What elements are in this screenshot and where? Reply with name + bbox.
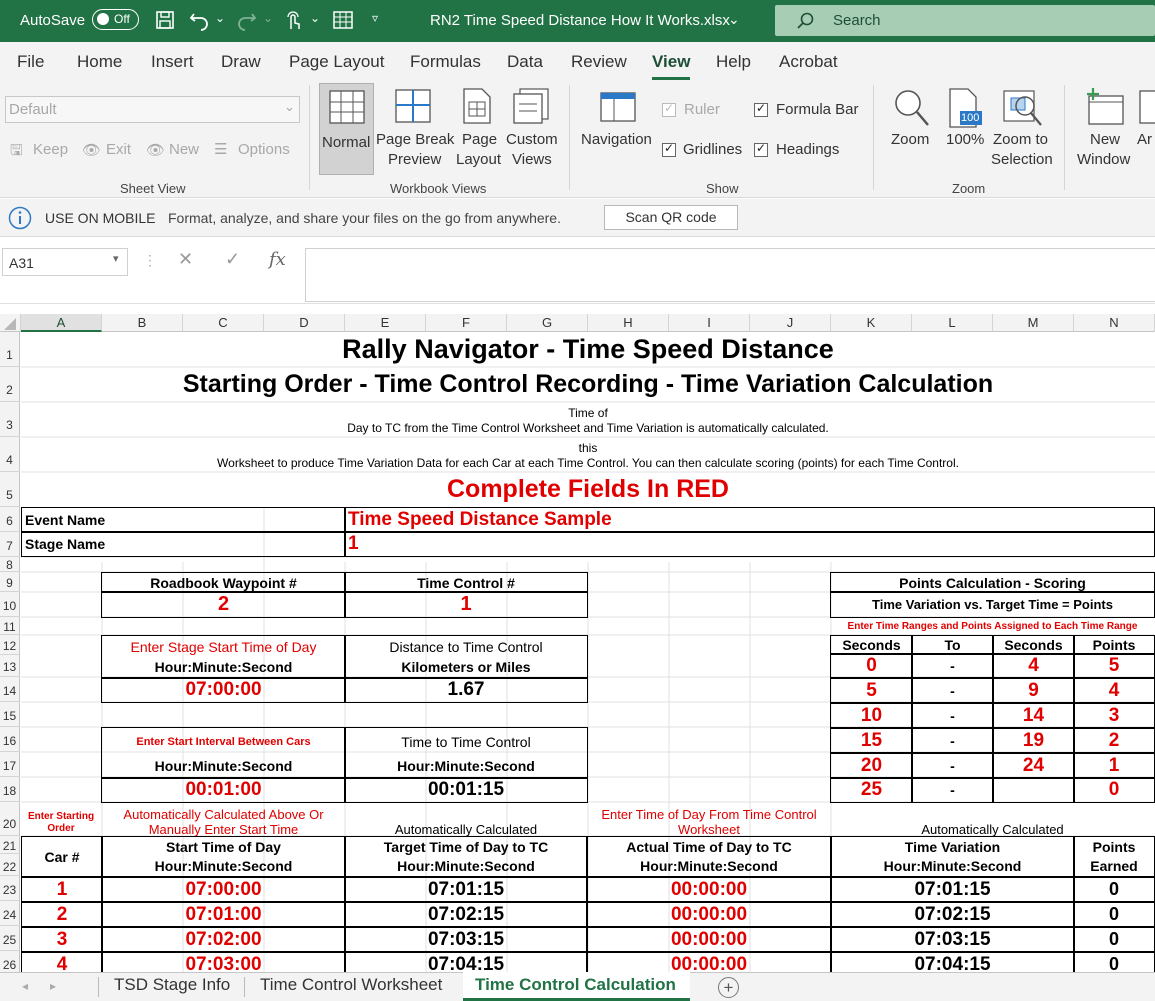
select-all-corner[interactable] — [0, 314, 21, 332]
touch-dropdown-icon[interactable]: ⌄ — [310, 11, 321, 25]
row-header[interactable]: 14 — [0, 677, 20, 702]
file-name[interactable]: RN2 Time Speed Distance How It Works.xlsx — [430, 12, 730, 29]
tab-help[interactable]: Help — [716, 52, 751, 71]
car-target-time[interactable]: 07:02:15 — [344, 901, 588, 928]
row-header[interactable]: 3 — [0, 402, 20, 437]
enter-tod-note-2: Worksheet — [678, 822, 740, 837]
tab-divider — [98, 977, 99, 997]
car-points[interactable]: 0 — [1073, 876, 1155, 903]
points-value[interactable]: 0 — [1073, 777, 1155, 803]
options-button[interactable]: Options — [238, 141, 290, 158]
time-to-tc-label: Time to Time Control — [344, 727, 588, 755]
points-range-from[interactable]: 25 — [830, 777, 913, 803]
page-layout-button[interactable]: Page — [462, 131, 498, 148]
new-window-icon — [1085, 88, 1125, 126]
tab-review[interactable]: Review — [571, 52, 627, 71]
column-header-m[interactable]: M — [993, 314, 1074, 332]
name-box-value: A31 — [9, 255, 34, 271]
normal-view-button[interactable] — [319, 83, 374, 175]
gridlines-checkbox[interactable] — [662, 143, 676, 157]
car-start-time[interactable]: 07:03:00 — [101, 951, 346, 972]
tab-view[interactable]: View — [652, 52, 691, 71]
custom-views-button[interactable]: Custom — [506, 131, 558, 148]
car-variation[interactable]: 07:01:15 — [830, 876, 1075, 903]
points-range-from[interactable]: 5 — [830, 677, 913, 704]
page-break-preview-label-2: Preview — [388, 151, 442, 168]
zoom-button[interactable]: Zoom — [891, 131, 930, 148]
event-name-value[interactable]: Time Speed Distance Sample — [344, 507, 1155, 533]
row-header[interactable]: 6 — [0, 507, 20, 532]
points-range-upto[interactable]: 24 — [992, 752, 1075, 779]
start-interval-format: Hour:Minute:Second — [101, 753, 346, 779]
actual-tod-format: Hour:Minute:Second — [586, 854, 832, 878]
time-to-tc-format: Hour:Minute:Second — [344, 753, 588, 779]
formula-input[interactable] — [305, 248, 1155, 302]
formula-bar-checkbox[interactable] — [754, 103, 768, 117]
group-label-show: Show — [706, 181, 739, 196]
car-start-time[interactable]: 07:00:00 — [101, 876, 346, 903]
row-header[interactable]: 21 — [0, 836, 20, 854]
start-time-value[interactable]: 07:00:00 — [101, 677, 346, 703]
zoom-to-selection-label-2: Selection — [991, 151, 1053, 168]
enter-order-note-1: Enter Starting — [27, 810, 95, 822]
tab-acrobat[interactable]: Acrobat — [779, 52, 838, 71]
toggle-knob — [97, 13, 109, 25]
exit-button[interactable]: Exit — [106, 141, 132, 158]
points-range-to: - — [911, 702, 994, 729]
points-value[interactable]: 4 — [1073, 677, 1155, 704]
worksheet-grid — [0, 314, 1155, 972]
arrange-all-button[interactable]: Ar — [1137, 131, 1152, 148]
points-range-from[interactable]: 15 — [830, 727, 913, 754]
variation-header: Time Variation — [830, 836, 1075, 856]
start-tod-format: Hour:Minute:Second — [101, 854, 346, 878]
mobile-title: USE ON MOBILE — [45, 210, 156, 226]
row-header[interactable]: 26 — [0, 951, 20, 972]
tab-insert[interactable]: Insert — [151, 52, 194, 71]
column-header-n[interactable]: N — [1074, 314, 1155, 332]
sheet-tab-time-control-worksheet[interactable]: Time Control Worksheet — [260, 975, 443, 994]
points-range-upto[interactable] — [992, 777, 1075, 803]
keep-button[interactable]: Keep — [33, 141, 69, 158]
column-header-d[interactable]: D — [264, 314, 345, 332]
column-header-c[interactable]: C — [183, 314, 264, 332]
car-number[interactable]: 4 — [21, 951, 103, 972]
column-header-l[interactable]: L — [912, 314, 993, 332]
chevron-down-icon[interactable]: ▾ — [113, 253, 119, 265]
row-header[interactable]: 18 — [0, 777, 20, 802]
tab-home[interactable]: Home — [77, 52, 123, 71]
distance-label: Distance to Time Control — [344, 635, 588, 657]
sheet-tab-time-control-calculation[interactable] — [463, 972, 690, 1001]
car-variation[interactable]: 07:02:15 — [830, 901, 1075, 928]
ribbon-tabs — [0, 42, 1155, 80]
column-header-h[interactable]: H — [588, 314, 669, 332]
scroll-right-icon[interactable]: ▸ — [50, 979, 57, 993]
car-target-time[interactable]: 07:03:15 — [344, 926, 588, 953]
chevron-down-icon: ⌄ — [284, 99, 295, 114]
touch-mode-icon[interactable] — [283, 9, 303, 31]
start-tod-header: Start Time of Day — [101, 836, 346, 856]
points-header-seconds: Seconds — [830, 635, 913, 655]
cancel-icon[interactable]: ✕ — [178, 249, 194, 269]
car-target-time[interactable]: 07:01:15 — [344, 876, 588, 903]
new-view-button[interactable]: New — [169, 141, 200, 158]
ruler-checkbox[interactable] — [662, 103, 676, 117]
undo-dropdown-icon[interactable]: ⌄ — [215, 11, 226, 25]
keep-icon: 🖫 — [10, 142, 23, 159]
start-interval-value[interactable]: 00:01:00 — [101, 777, 346, 803]
car-start-time[interactable]: 07:01:00 — [101, 901, 346, 928]
row-header[interactable]: 13 — [0, 655, 20, 677]
new-view-icon: 👁 — [146, 142, 166, 159]
ruler-label: Ruler — [684, 101, 720, 118]
form-icon[interactable] — [332, 10, 354, 30]
car-actual-time[interactable]: 00:00:00 — [586, 926, 832, 953]
points-range-from[interactable]: 20 — [830, 752, 913, 779]
row-header[interactable]: 8 — [0, 557, 20, 572]
time-to-tc-value[interactable]: 00:01:15 — [344, 777, 588, 803]
save-icon[interactable] — [155, 10, 175, 30]
enter-icon[interactable]: ✓ — [225, 249, 241, 269]
column-header-f[interactable]: F — [426, 314, 507, 332]
custom-views-icon — [513, 88, 549, 124]
column-header-k[interactable]: K — [831, 314, 912, 332]
zoom-100-icon-text: 100 — [961, 112, 980, 124]
ribbon — [0, 80, 1155, 198]
distance-value[interactable]: 1.67 — [344, 677, 588, 703]
row-header[interactable]: 25 — [0, 926, 20, 951]
row-header[interactable]: 20 — [0, 802, 20, 836]
time-control-label: Time Control # — [344, 572, 588, 593]
points-value[interactable]: 3 — [1073, 702, 1155, 729]
car-points[interactable]: 0 — [1073, 901, 1155, 928]
column-header-j[interactable]: J — [750, 314, 831, 332]
instructions-line-4b: Worksheet to produce Time Variation Data for each Car at each Time Control. You can then calculate scoring (points) for each Time Control. — [217, 456, 959, 470]
redo-dropdown-icon[interactable]: ⌄ — [263, 11, 274, 25]
column-header-a[interactable]: A — [21, 314, 102, 332]
tab-draw[interactable]: Draw — [221, 52, 261, 71]
sheet-tabs-bar — [0, 972, 1155, 1001]
ribbon-separator — [873, 85, 874, 190]
page-layout-label-2: Layout — [456, 151, 502, 168]
actual-tod-header: Actual Time of Day to TC — [586, 836, 832, 856]
page-break-preview-button[interactable]: Page Break — [376, 131, 455, 148]
car-number[interactable]: 1 — [21, 876, 103, 903]
redo-icon[interactable] — [236, 9, 258, 31]
instructions-line-3a: Time of — [568, 406, 608, 420]
page-layout-icon — [462, 88, 492, 124]
row-header[interactable]: 24 — [0, 901, 20, 926]
variation-format: Hour:Minute:Second — [830, 854, 1075, 878]
row-header[interactable]: 11 — [0, 617, 20, 635]
zoom-100-button[interactable]: 100% — [946, 131, 985, 148]
group-label-sheet-view: Sheet View — [120, 181, 186, 196]
new-window-label-2: Window — [1077, 151, 1131, 168]
autosave-toggle[interactable] — [92, 9, 139, 30]
undo-icon[interactable] — [188, 9, 210, 31]
points-range-to: - — [911, 653, 994, 679]
row-header[interactable]: 16 — [0, 727, 20, 752]
points-earned-header-2: Earned — [1073, 854, 1155, 878]
tab-formulas[interactable]: Formulas — [410, 52, 481, 71]
points-header-points: Points — [1073, 635, 1155, 655]
sheet-view-dropdown[interactable] — [5, 96, 300, 123]
search-placeholder: Search — [833, 12, 881, 29]
sheet-tab-stage-info[interactable]: TSD Stage Info — [114, 975, 231, 994]
ribbon-separator — [309, 85, 310, 190]
title-bar — [0, 0, 1155, 42]
points-range-upto[interactable]: 19 — [992, 727, 1075, 754]
auto-calc-note-1: Automatically Calculated Above Or — [123, 807, 324, 822]
more-options-icon: ⋮ — [143, 252, 157, 268]
stage-name-value[interactable]: 1 — [344, 531, 1155, 557]
complete-fields-note: Complete Fields In RED — [447, 475, 729, 503]
formula-bar-label: Formula Bar — [776, 101, 859, 118]
car-actual-time[interactable]: 00:00:00 — [586, 951, 832, 972]
column-header-i[interactable]: I — [669, 314, 750, 332]
column-header-e[interactable]: E — [345, 314, 426, 332]
zoom-icon — [892, 88, 930, 128]
row-header[interactable]: 17 — [0, 752, 20, 777]
insert-function-icon[interactable]: fx — [269, 249, 286, 270]
row-header[interactable]: 9 — [0, 572, 20, 592]
points-value[interactable]: 2 — [1073, 727, 1155, 754]
row-header[interactable]: 4 — [0, 437, 20, 472]
arrange-all-icon — [1139, 90, 1155, 126]
search-box[interactable] — [775, 5, 1155, 36]
normal-label: Normal — [322, 134, 371, 151]
custom-views-label-2: Views — [512, 151, 552, 168]
row-header[interactable]: 7 — [0, 532, 20, 557]
points-value[interactable]: 5 — [1073, 653, 1155, 679]
group-label-zoom: Zoom — [952, 181, 986, 196]
row-header[interactable]: 2 — [0, 367, 20, 402]
points-title: Points Calculation - Scoring — [830, 572, 1155, 593]
roadbook-waypoint-label: Roadbook Waypoint # — [101, 572, 346, 593]
car-target-time[interactable]: 07:04:15 — [344, 951, 588, 972]
autosave-label: AutoSave — [20, 12, 86, 29]
auto-calc-note-2: Manually Enter Start Time — [148, 822, 299, 837]
row-header[interactable]: 5 — [0, 472, 20, 507]
mobile-text: Format, analyze, and share your files on the go from anywhere. — [168, 210, 561, 226]
sheet-title: Rally Navigator - Time Speed Distance — [342, 334, 834, 364]
sheet-view-value: Default — [9, 101, 57, 118]
row-header[interactable]: 22 — [0, 854, 20, 876]
car-actual-time[interactable]: 00:00:00 — [586, 901, 832, 928]
points-range-from[interactable]: 10 — [830, 702, 913, 729]
points-range-upto[interactable]: 9 — [992, 677, 1075, 704]
points-range-upto[interactable]: 4 — [992, 653, 1075, 679]
add-sheet-icon[interactable]: + — [718, 977, 739, 998]
points-range-to: - — [911, 677, 994, 704]
column-header-g[interactable]: G — [507, 314, 588, 332]
group-label-workbook-views: Workbook Views — [390, 181, 487, 196]
event-name-label: Event Name — [21, 507, 346, 533]
tab-file[interactable]: File — [17, 52, 45, 71]
car-actual-time[interactable]: 00:00:00 — [586, 876, 832, 903]
info-icon — [8, 206, 32, 230]
car-variation[interactable]: 07:03:15 — [830, 926, 1075, 953]
row-header[interactable]: 12 — [0, 635, 20, 655]
auto-calc-variation-note: Automatically Calculated — [921, 822, 1064, 837]
navigation-button[interactable]: Navigation — [581, 131, 652, 148]
row-header[interactable]: 10 — [0, 592, 20, 617]
enter-order-note-2: Order — [47, 822, 75, 834]
gridlines-label: Gridlines — [683, 141, 743, 158]
autosave-state: Off — [114, 12, 130, 26]
sheet-subtitle: Starting Order - Time Control Recording - Time Variation Calculation — [182, 370, 994, 398]
scan-qr-button[interactable]: Scan QR code — [604, 205, 738, 230]
tab-data[interactable]: Data — [507, 52, 543, 71]
row-header[interactable]: 15 — [0, 702, 20, 727]
normal-view-icon — [329, 90, 365, 124]
ribbon-separator — [569, 85, 570, 190]
filename-chevron-icon[interactable]: ⌄ — [728, 11, 740, 27]
ribbon-separator — [1064, 85, 1065, 190]
points-header-seconds-2: Seconds — [992, 635, 1075, 655]
roadbook-waypoint-value[interactable]: 2 — [101, 591, 346, 618]
target-tod-format: Hour:Minute:Second — [344, 854, 588, 878]
message-bar — [0, 199, 1155, 237]
search-icon — [797, 12, 815, 30]
stage-name-label: Stage Name — [21, 531, 346, 557]
car-points[interactable]: 0 — [1073, 926, 1155, 953]
car-number[interactable]: 2 — [21, 901, 103, 928]
enter-tod-note-1: Enter Time of Day From Time Control — [601, 807, 817, 822]
start-time-label: Enter Stage Start Time of Day — [101, 635, 346, 657]
car-points[interactable]: 0 — [1073, 951, 1155, 972]
column-header-b[interactable]: B — [102, 314, 183, 332]
scroll-left-icon[interactable]: ◂ — [22, 979, 29, 993]
start-time-format: Hour:Minute:Second — [101, 655, 346, 679]
car-start-time[interactable]: 07:02:00 — [101, 926, 346, 953]
corner-triangle-icon — [2, 316, 18, 330]
points-range-from[interactable]: 0 — [830, 653, 913, 679]
points-range-to: - — [911, 777, 994, 803]
page-break-preview-icon — [395, 89, 431, 123]
headings-checkbox[interactable] — [754, 143, 768, 157]
navigation-icon — [600, 92, 636, 122]
instructions-line-4a: this — [578, 441, 598, 455]
customize-qat-icon[interactable]: ▿ — [372, 11, 379, 25]
points-range-to: - — [911, 727, 994, 754]
points-header-to: To — [911, 635, 994, 655]
active-tab-label: Time Control Calculation — [475, 975, 676, 994]
formula-bar — [0, 238, 1155, 304]
instructions-line-3b: Day to TC from the Time Control Worksheet and Time Variation is automatically calculated. — [347, 421, 829, 435]
points-value[interactable]: 1 — [1073, 752, 1155, 779]
new-window-button[interactable]: New — [1090, 131, 1121, 148]
time-control-value[interactable]: 1 — [344, 591, 588, 618]
distance-units: Kilometers or Miles — [344, 655, 588, 679]
exit-icon: 👁 — [82, 142, 102, 159]
name-box[interactable] — [2, 248, 128, 276]
auto-calc-target-note: Automatically Calculated — [394, 822, 538, 837]
points-earned-header: Points — [1073, 836, 1155, 856]
tab-divider — [244, 977, 245, 997]
row-header[interactable]: 1 — [0, 332, 20, 367]
options-icon: ☰ — [214, 141, 228, 158]
points-subtitle: Time Variation vs. Target Time = Points — [830, 591, 1155, 618]
target-tod-header: Target Time of Day to TC — [344, 836, 588, 856]
points-range-upto[interactable]: 14 — [992, 702, 1075, 729]
tab-page-layout[interactable]: Page Layout — [289, 52, 385, 71]
car-variation[interactable]: 07:04:15 — [830, 951, 1075, 972]
zoom-to-selection-icon — [1003, 88, 1043, 128]
car-number[interactable]: 3 — [21, 926, 103, 953]
row-header[interactable]: 23 — [0, 876, 20, 901]
points-range-to: - — [911, 752, 994, 779]
start-interval-label: Enter Start Interval Between Cars — [101, 727, 346, 755]
car-header: Car # — [21, 836, 103, 878]
headings-label: Headings — [776, 141, 840, 158]
points-note: Enter Time Ranges and Points Assigned to Each Time Range — [847, 620, 1138, 632]
zoom-to-selection-button[interactable]: Zoom to — [993, 131, 1049, 148]
